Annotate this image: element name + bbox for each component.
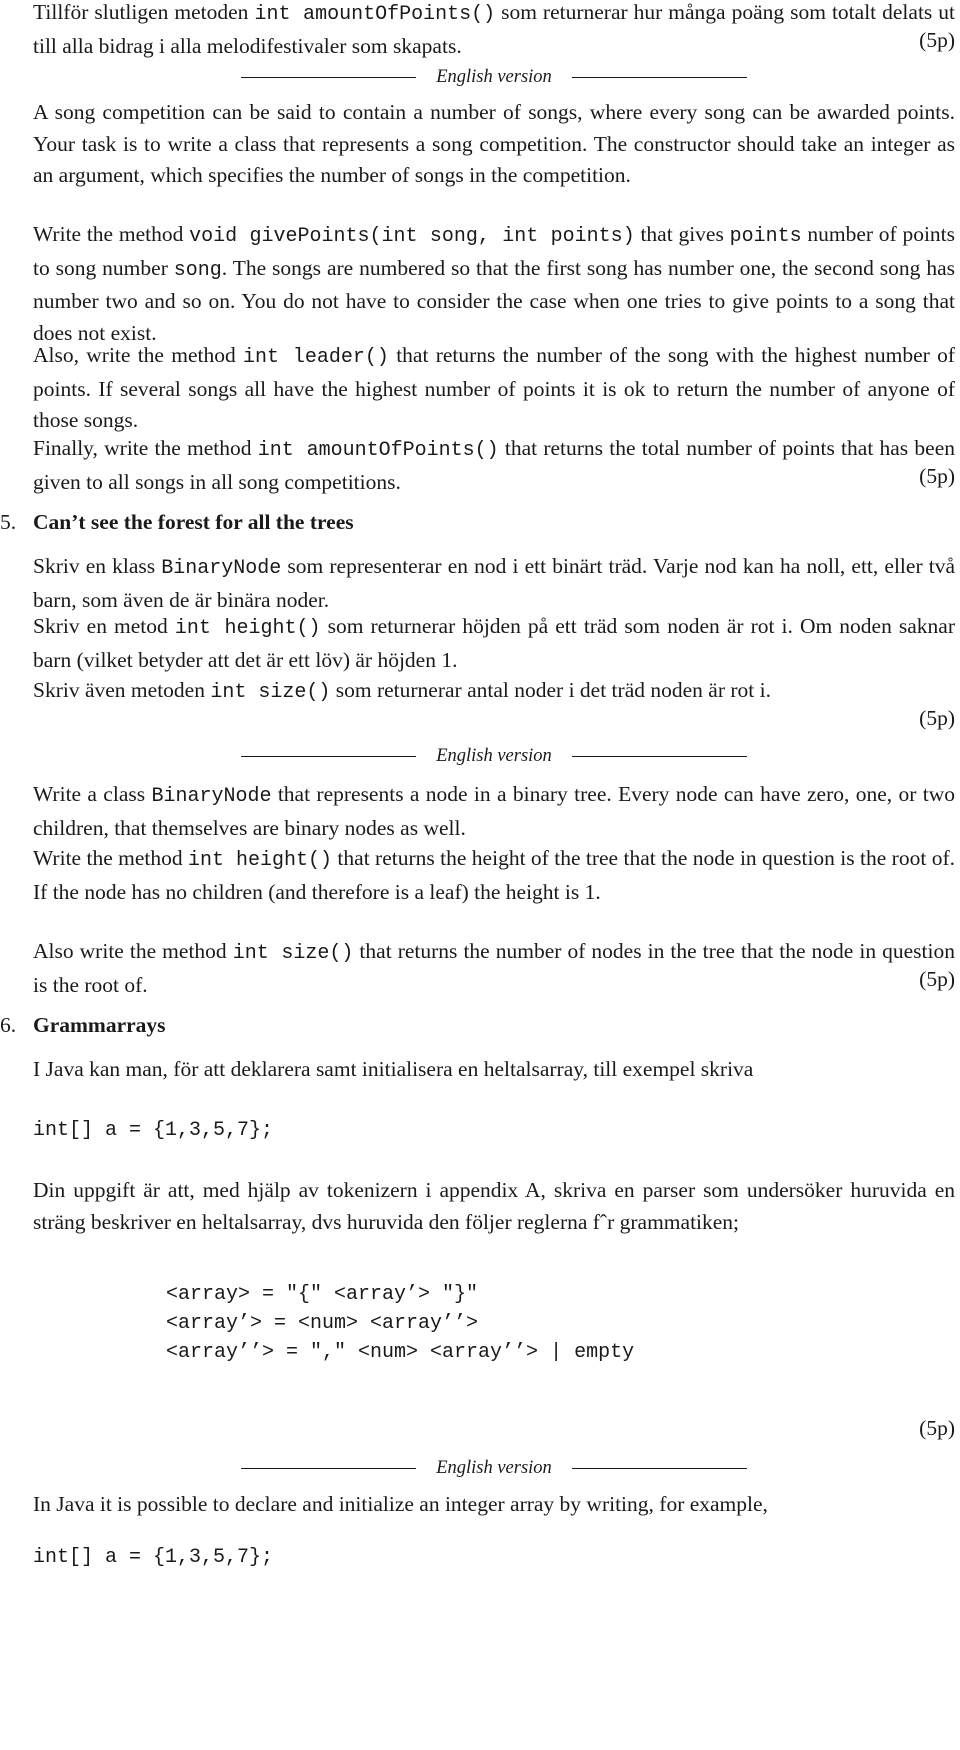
text: som returnerar hur många poäng som totalt delats ut till alla bidrag i alla melodifestivaler som skapats. <box>33 0 955 58</box>
text: Finally, write the method <box>33 436 258 460</box>
code-example: int[] a = {1,3,5,7}; <box>33 1546 274 1569</box>
separator-rule <box>572 77 747 78</box>
code-inline: int height() <box>188 849 333 872</box>
text: number of points to song number <box>33 222 956 280</box>
text: that returns the number of the song with the highest number of points. If several songs all have the highest number of points it is ok to return the number of anyone of those songs. <box>33 343 955 432</box>
text: Write a class <box>33 782 152 806</box>
grammar-rule: <array> = "{" <array’> "}" <box>166 1283 479 1306</box>
paragraph-en-leader <box>33 340 955 437</box>
text: that represents a node in a binary tree. Every node can have zero, one, or two children, that themselves are binary nodes as well. <box>33 782 955 840</box>
code-inline: int size() <box>232 942 354 965</box>
code-inline: BinaryNode <box>161 557 282 580</box>
text: that gives <box>634 222 730 246</box>
grammar-rule: <array’’> = "," <num> <array’’> | empty <box>166 1341 635 1364</box>
points-label: (5p) <box>919 464 955 488</box>
code-inline: BinaryNode <box>151 785 272 808</box>
separator-rule <box>241 1468 416 1469</box>
paragraph-sv-size <box>33 675 955 709</box>
code-inline: int size() <box>210 681 331 704</box>
question-6-heading <box>0 1010 166 1042</box>
paragraph-sv-parser-task: Din uppgift är att, med hjälp av tokenizern i appendix A, skriva en parser som undersöker huruvida en sträng beskriver en heltalsarray, dvs huruvida den följer reglerna fˆr grammatiken; <box>33 1178 955 1234</box>
text: Skriv en metod <box>33 614 175 638</box>
paragraph-sv-binarynode <box>33 551 955 616</box>
text: that returns the number of nodes in the tree that the node in question is the root of. <box>33 939 955 997</box>
paragraph-sv-amount-of-points <box>33 0 955 62</box>
points-label: (5p) <box>919 967 955 991</box>
separator-label: English version <box>436 1458 552 1478</box>
separator-rule <box>572 1468 747 1469</box>
code-inline: int height() <box>174 617 321 640</box>
text: som returnerar antal noder i det träd noden är rot i. <box>330 678 771 702</box>
paragraph-en-give-points <box>33 219 955 349</box>
separator-rule <box>241 756 416 757</box>
points-label: (5p) <box>919 1416 955 1440</box>
code-inline: int amountOfPoints() <box>257 439 499 462</box>
separator-rule <box>572 756 747 757</box>
paragraph-en-height <box>33 843 955 908</box>
english-version-separator <box>33 1453 955 1483</box>
question-title: Can’t see the forest for all the trees <box>33 510 354 534</box>
text: Write the method <box>33 846 188 870</box>
separator-label: English version <box>436 67 552 87</box>
text: that returns the height of the tree that the node in question is the root of. If the node has no children (and therefore is a leaf) the height is 1. <box>33 846 955 904</box>
text: . The songs are numbered so that the first song has number one, the second song has number two and so on. You do not have to consider the case when one tries to give points to a song that does not exist. <box>33 255 955 345</box>
paragraph-en-size <box>33 936 955 1001</box>
code-inline: int amountOfPoints() <box>254 3 496 26</box>
code-inline: points <box>729 225 802 248</box>
text: som returnerar höjden på ett träd som noden är rot i. Om noden saknar barn (vilket betyder att det är ett löv) är höjden 1. <box>33 614 955 672</box>
text: som representerar en nod i ett binärt träd. Varje nod kan ha noll, ett, eller två barn, som även de är binära noder. <box>33 554 955 612</box>
code-inline: void givePoints(int song, int points) <box>189 225 635 248</box>
question-number: 6. <box>0 1013 17 1037</box>
question-number: 5. <box>0 510 17 534</box>
text: Write the method <box>33 222 190 246</box>
separator-rule <box>241 77 416 78</box>
text: Skriv även metoden <box>33 678 211 702</box>
text: Tillför slutligen metoden <box>33 0 255 24</box>
code-example: int[] a = {1,3,5,7}; <box>33 1119 274 1142</box>
code-inline: int leader() <box>243 346 389 369</box>
question-5-heading <box>0 507 354 539</box>
paragraph-en-java-array: In Java it is possible to declare and initialize an integer array by writing, for example, <box>33 1492 768 1516</box>
paragraph-en-amount-of-points <box>33 433 955 498</box>
paragraph-sv-height <box>33 611 955 676</box>
grammar-rule: <array’> = <num> <array’’> <box>166 1312 479 1335</box>
code-inline: song <box>173 258 222 282</box>
paragraph-en-song-competition: A song competition can be said to contain a number of songs, where every song can be awarded points. Your task is to write a class that represents a song competition. The constructor should take an integer as an argument, which specifies the number of songs in the competition. <box>33 100 955 187</box>
question-title: Grammarrays <box>33 1013 166 1037</box>
points-label: (5p) <box>919 706 955 730</box>
points-label: (5p) <box>919 28 955 52</box>
text: Skriv en klass <box>33 554 162 578</box>
english-version-separator <box>33 62 955 92</box>
separator-label: English version <box>436 746 552 766</box>
paragraph-sv-java-array: I Java kan man, för att deklarera samt initialisera en heltalsarray, till exempel skriva <box>33 1057 754 1081</box>
text: Also write the method <box>33 939 233 963</box>
paragraph-en-binarynode <box>33 779 955 844</box>
text: that returns the total number of points that has been given to all songs in all song competitions. <box>33 436 955 494</box>
text: Also, write the method <box>33 343 243 367</box>
english-version-separator <box>33 741 955 771</box>
